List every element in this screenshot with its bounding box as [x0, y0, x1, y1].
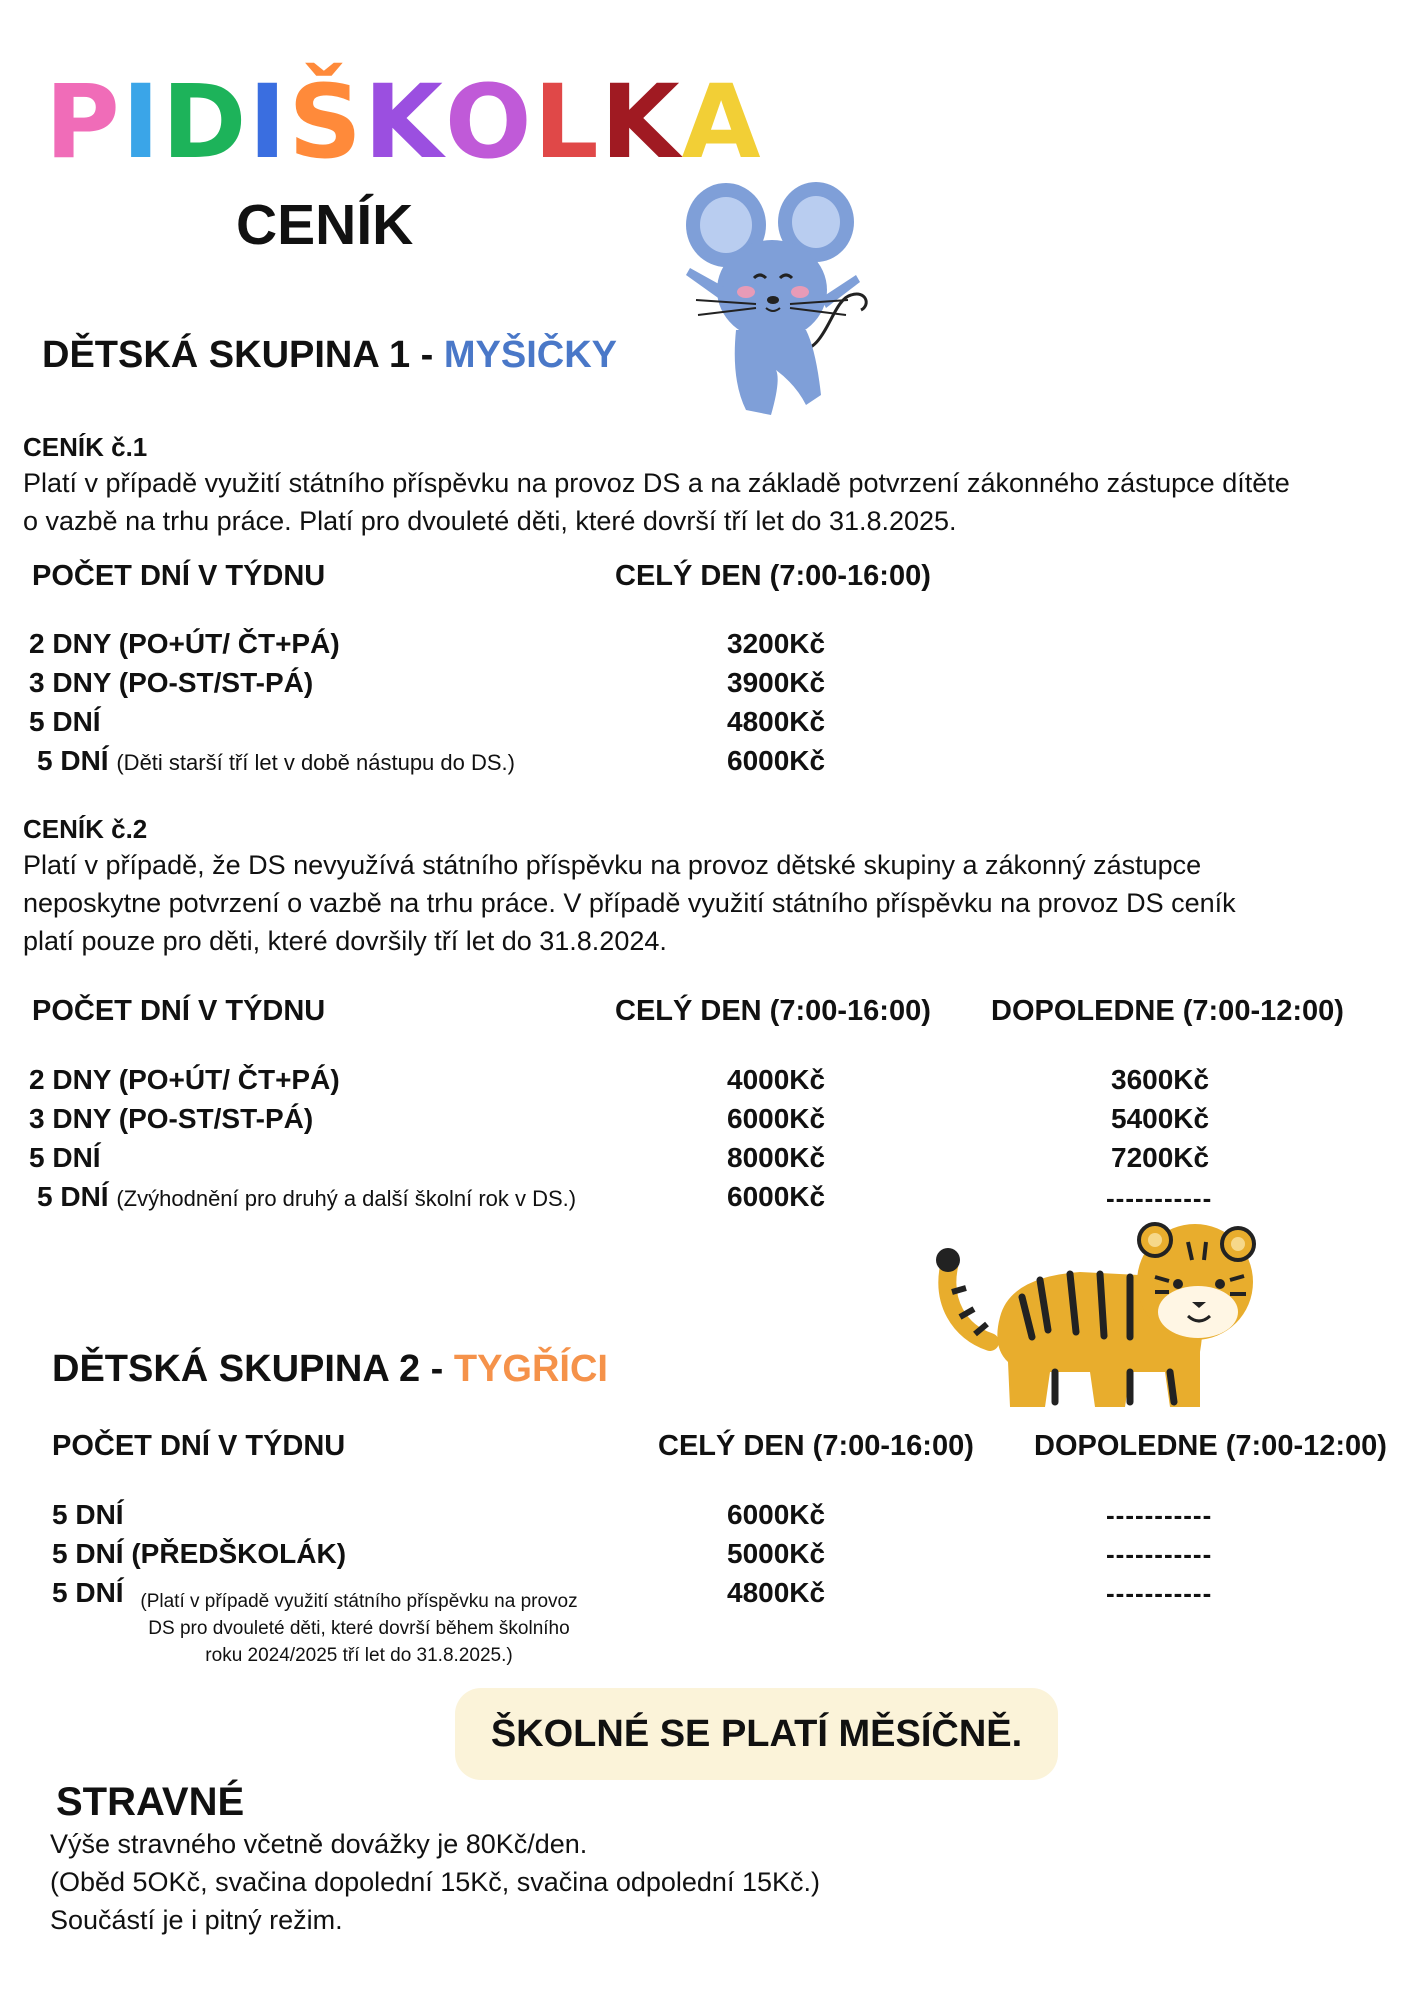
row-label-note: (Zvýhodnění pro druhý a další školní rok v DS.)	[116, 1186, 577, 1211]
cenik2-text: Platí v případě, že DS nevyužívá státního příspěvku na provoz dětské skupiny a zákonný zástupce neposkytne potvrzení o vazbě na trhu práce. V případě využití státního příspěvku na provoz DS ceník platí pouze pro děti, které dovršily tří let do 31.8.2024.	[23, 850, 1236, 956]
cenik2-col-full: CELÝ DEN (7:00-16:00)	[615, 995, 931, 1027]
group2-col-full: CELÝ DEN (7:00-16:00)	[658, 1430, 974, 1462]
row-label-text: 5 DNÍ	[37, 1181, 109, 1212]
cenik1-row-label: 3 DNY (PO-ST/ST-PÁ)	[29, 667, 314, 698]
group2-col-days: POČET DNÍ V TÝDNU	[52, 1430, 346, 1462]
logo-letter: I	[248, 63, 289, 182]
group2-col-half: DOPOLEDNE (7:00-12:00)	[1034, 1430, 1387, 1462]
cenik2-row-label: 3 DNY (PO-ST/ST-PÁ)	[29, 1103, 314, 1134]
group2-row-label: 5 DNÍ (PŘEDŠKOLÁK)	[52, 1538, 347, 1569]
group1-title	[42, 334, 617, 377]
stravne-text	[50, 1825, 820, 1939]
monthly-fee-banner: ŠKOLNÉ SE PLATÍ MĚSÍČNĚ.	[455, 1688, 1058, 1780]
tiger-illustration	[930, 1222, 1290, 1417]
group1-prefix: DĚTSKÁ SKUPINA 1 -	[42, 334, 444, 376]
group2-row-label: 5 DNÍ	[52, 1499, 124, 1530]
group2-row-label: 5 DNÍ	[52, 1577, 124, 1608]
cenik1-row-price: 4800Kč	[727, 706, 826, 737]
cenik2-row-label	[37, 1181, 576, 1213]
row-label-text: 5 DNÍ	[37, 745, 109, 776]
cenik1-text: Platí v případě využití státního příspěvku na provoz DS a na základě potvrzení zákonného zástupce dítěte o vazbě na trhu práce. Platí pro dvouleté děti, které dovrší tří let do 31.8.2025.	[23, 468, 1290, 536]
group2-title	[52, 1348, 608, 1391]
logo-letter: A	[681, 63, 763, 182]
cenik2-row-half: 3600Kč	[1111, 1064, 1210, 1095]
logo-letter: L	[533, 63, 601, 182]
cenik2-row-label: 5 DNÍ	[29, 1142, 101, 1173]
cenik2-row-half: -----------	[1106, 1183, 1213, 1213]
cenik1-row-label	[37, 745, 515, 777]
group2-row-half: -----------	[1106, 1578, 1213, 1608]
stravne-line: Výše stravného včetně dovážky je 80Kč/den.	[50, 1829, 588, 1859]
cenik2-heading: CENÍK č.2	[23, 814, 148, 844]
cenik2-row-full: 4000Kč	[727, 1064, 826, 1095]
cenik1-row-label: 5 DNÍ	[29, 706, 101, 737]
cenik2-row-full: 8000Kč	[727, 1142, 826, 1173]
group2-row-full: 4800Kč	[727, 1577, 826, 1608]
stravne-line: (Oběd 5OKč, svačina dopolední 15Kč, svačina odpolední 15Kč.)	[50, 1867, 820, 1897]
cenik1-col-days: POČET DNÍ V TÝDNU	[32, 560, 326, 592]
group2-row-full: 6000Kč	[727, 1499, 826, 1530]
cenik1-col-full: CELÝ DEN (7:00-16:00)	[615, 560, 931, 592]
logo-pidiskolka	[45, 63, 763, 182]
group2-name: TYGŘÍCI	[453, 1348, 608, 1390]
cenik2-row-half: 5400Kč	[1111, 1103, 1210, 1134]
logo-letter: Š	[288, 63, 364, 182]
logo-letter: D	[161, 63, 249, 182]
cenik2-row-full: 6000Kč	[727, 1181, 826, 1212]
group2-note: (Platí v případě využití státního příspěvku na provoz DS pro dvouleté děti, které dovrší během školního roku 2024/2025 tří let do 31.8.2025.)	[140, 1591, 578, 1666]
logo-letter: I	[121, 63, 162, 182]
cenik1-heading: CENÍK č.1	[23, 432, 148, 462]
group2-row-half: -----------	[1106, 1500, 1213, 1530]
cenik1-row-price: 6000Kč	[727, 745, 826, 776]
page-title: CENÍK	[236, 193, 414, 257]
mouse-illustration	[676, 180, 876, 420]
cenik1-row-price: 3200Kč	[727, 628, 826, 659]
group2-row-full: 5000Kč	[727, 1538, 826, 1569]
cenik2-row-half: 7200Kč	[1111, 1142, 1210, 1173]
group2-prefix: DĚTSKÁ SKUPINA 2 -	[52, 1348, 454, 1390]
stravne-line: Součástí je i pitný režim.	[50, 1905, 343, 1935]
cenik2-col-half: DOPOLEDNE (7:00-12:00)	[991, 995, 1344, 1027]
row-label-note: (Děti starší tří let v době nástupu do DS.)	[116, 750, 515, 775]
logo-letter: P	[45, 63, 122, 182]
stravne-title: STRAVNÉ	[56, 1780, 245, 1824]
cenik1-row-label: 2 DNY (PO+ÚT/ ČT+PÁ)	[29, 628, 340, 659]
group1-name: MYŠIČKY	[443, 334, 617, 376]
cenik2-row-label: 2 DNY (PO+ÚT/ ČT+PÁ)	[29, 1064, 340, 1095]
logo-letter: K	[363, 63, 445, 182]
cenik2-row-full: 6000Kč	[727, 1103, 826, 1134]
cenik2-col-days: POČET DNÍ V TÝDNU	[32, 995, 326, 1027]
cenik1-row-price: 3900Kč	[727, 667, 826, 698]
logo-letter: K	[600, 63, 682, 182]
group2-row-half: -----------	[1106, 1539, 1213, 1569]
logo-letter: O	[444, 63, 534, 182]
